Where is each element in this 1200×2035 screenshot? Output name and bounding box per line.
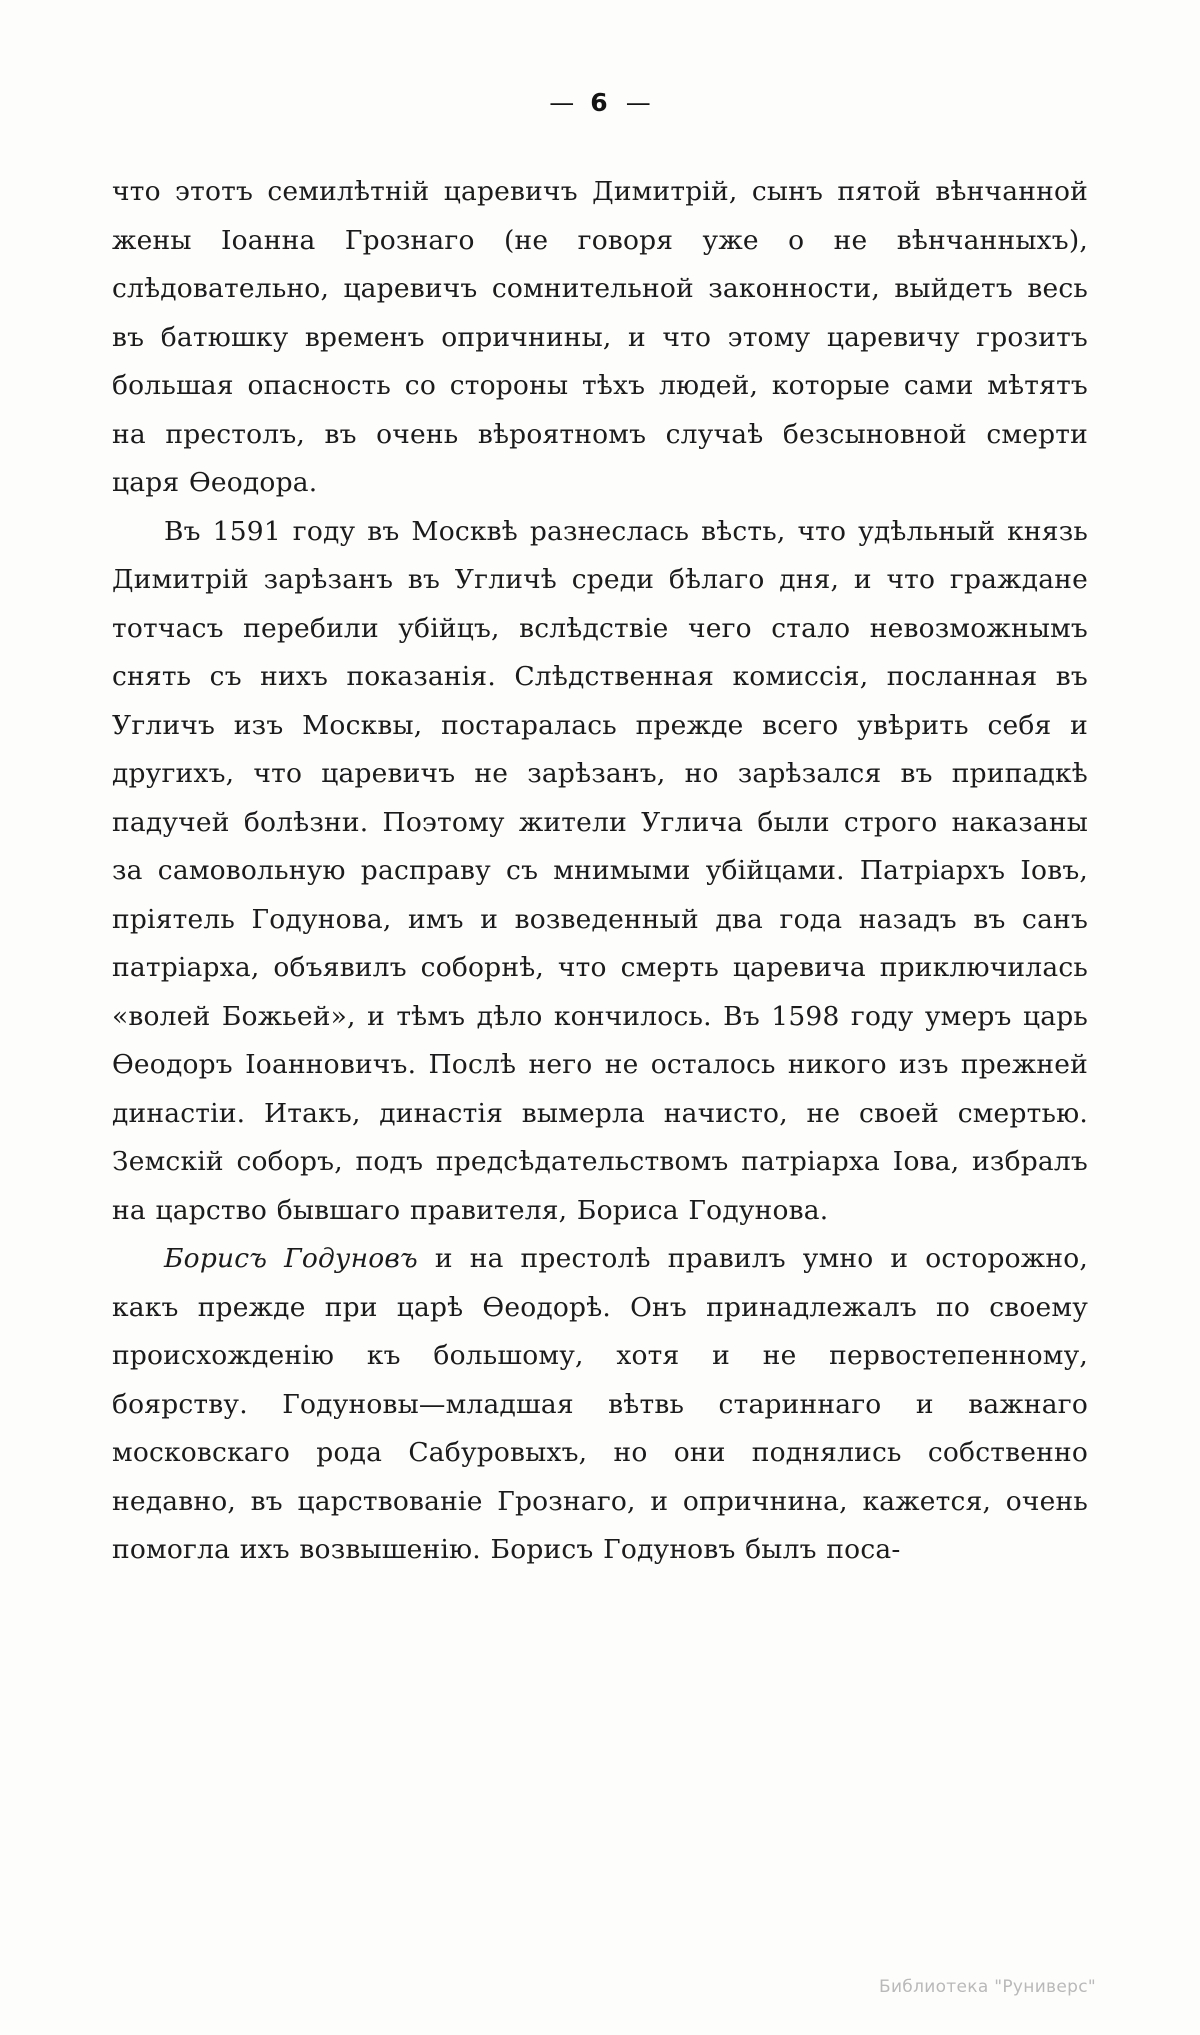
paragraph-3	[112, 1235, 1088, 1575]
paragraph-3-text: и на престолѣ правилъ умно и осторожно, какъ прежде при царѣ Ѳеодорѣ. Онъ принадлежалъ по своему происхожденію къ большому, хотя и не первостепенному, боярству. Годуновы—младшая вѣтвь стариннаго и важнаго московскаго рода Сабуровыхъ, но они поднялись собственно недавно, въ царствованіе Грознаго, и опричнина, кажется, очень помогла ихъ возвышенію. Борисъ Годуновъ былъ поса-	[112, 1243, 1088, 1565]
page-number: 6	[590, 88, 610, 117]
page-header	[0, 88, 1200, 117]
paragraph-3-italic-lead: Борисъ Годуновъ	[164, 1243, 418, 1274]
paragraph-1: что этотъ семилѣтній царевичъ Димитрій, сынъ пятой вѣнчанной жены Іоанна Грознаго (не говоря уже о не вѣнчанныхъ), слѣдовательно, царевичъ сомнительной законности, выйдетъ весь въ батюшку временъ опричнины, и что этому царевичу грозитъ большая опасность со стороны тѣхъ людей, которые сами мѣтятъ на престолъ, въ очень вѣроятномъ случаѣ безсыновной смерти царя Ѳеодора.	[112, 176, 1088, 498]
paragraph-2: Въ 1591 году въ Москвѣ разнеслась вѣсть, что удѣльный князь Димитрій зарѣзанъ въ Угличѣ среди бѣлаго дня, и что граждане тотчасъ перебили убійцъ, вслѣдствіе чего стало невозможнымъ снять съ нихъ показанія. Слѣдственная комиссія, посланная въ Угличъ изъ Москвы, постаралась прежде всего увѣрить себя и другихъ, что царевичъ не зарѣзанъ, но зарѣзался въ припадкѣ падучей болѣзни. Поэтому жители Углича были строго наказаны за самовольную расправу съ мнимыми убійцами. Патріархъ Іовъ, пріятель Годунова, имъ и возведенный два года назадъ въ санъ патріарха, объявилъ соборнѣ, что смерть царевича приключилась «волей Божьей», и тѣмъ дѣло кончилось. Въ 1598 году умеръ царь Ѳеодоръ Іоанновичъ. Послѣ него не осталось никого изъ прежней династіи. Итакъ, династія вымерла начисто, не своей смертью. Земскій соборъ, подъ предсѣдательствомъ патріарха Іова, избралъ на царство бывшаго правителя, Бориса Годунова.	[112, 515, 1088, 1226]
body-text	[112, 168, 1088, 1575]
header-dash-left: —	[549, 88, 575, 117]
header-dash-right: —	[625, 88, 651, 117]
library-watermark: Библиотека "Руниверс"	[879, 1977, 1096, 1997]
